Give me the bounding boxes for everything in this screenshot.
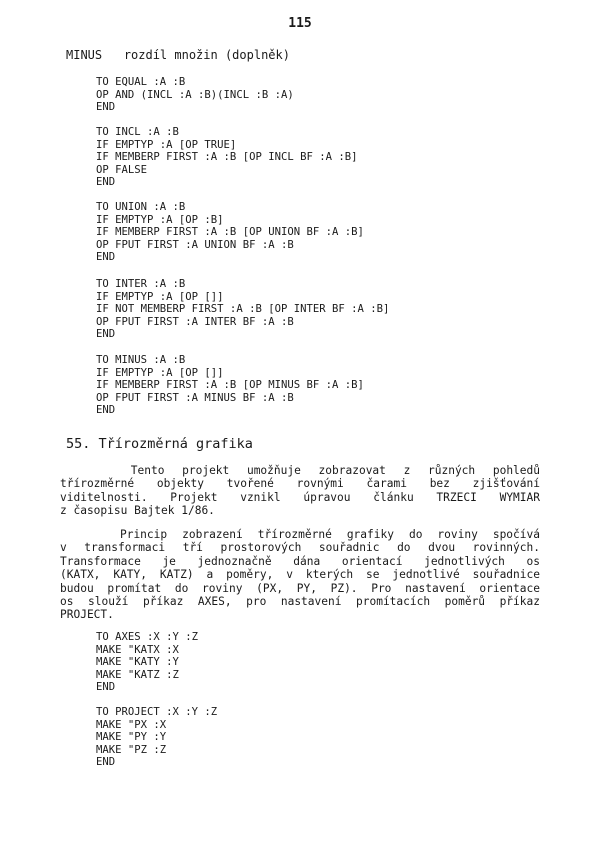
code-line: END: [96, 681, 116, 694]
minus-description: rozdíl množin (doplněk): [123, 48, 290, 62]
code-line: TO UNION :A :B: [96, 201, 186, 213]
code-line: OP AND (INCL :A :B)(INCL :B :A): [96, 88, 294, 101]
code-line: END: [96, 328, 116, 341]
code-line: END: [96, 756, 116, 769]
code-line: IF EMPTYP :A [OP :B]: [96, 213, 224, 226]
code-line: TO INTER :A :B: [96, 278, 186, 290]
minus-keyword: MINUS: [66, 48, 103, 62]
code-line: END: [96, 176, 116, 189]
text-line: viditelnosti. Projekt vznikl úpravou článku TRZECI WYMIAR: [60, 490, 540, 504]
page-number: 115: [288, 16, 312, 31]
code-block-project: [96, 706, 217, 769]
code-block-minus: [96, 354, 364, 417]
code-line: MAKE "PZ :Z: [96, 743, 167, 756]
text-line: (KATX, KATY, KATZ) a poměry, v kterých se jednotlivé souřadnice: [60, 568, 540, 582]
minus-section-title: [66, 48, 290, 62]
code-line: OP FPUT FIRST :A INTER BF :A :B: [96, 315, 294, 328]
code-line: OP FALSE: [96, 163, 148, 176]
code-block-inter: [96, 278, 389, 341]
code-block-incl: [96, 126, 358, 189]
code-block-union: [96, 201, 364, 264]
text-line: z časopisu Bajtek 1/86.: [60, 504, 215, 518]
code-line: IF MEMBERP FIRST :A :B [OP INCL BF :A :B]: [96, 151, 358, 164]
code-line: OP FPUT FIRST :A UNION BF :A :B: [96, 238, 294, 251]
code-line: MAKE "KATZ :Z: [96, 668, 179, 681]
text-line: Transformace je jednoznačně dána orientací jednotlivých os: [60, 554, 540, 568]
code-block-equal: [96, 76, 294, 114]
code-line: MAKE "PX :X: [96, 718, 167, 731]
code-line: TO AXES :X :Y :Z: [96, 631, 199, 643]
code-line: IF MEMBERP FIRST :A :B [OP UNION BF :A :B]: [96, 226, 364, 239]
paragraph-intro: [60, 464, 540, 518]
code-line: MAKE "PY :Y: [96, 731, 167, 744]
code-line: IF NOT MEMBERP FIRST :A :B [OP INTER BF :A :B]: [96, 303, 390, 316]
code-line: TO INCL :A :B: [96, 126, 179, 138]
text-line: třírozměrné objekty tvořené rovnými čarami bez zjišťování: [60, 477, 540, 491]
code-line: END: [96, 251, 116, 264]
code-line: TO PROJECT :X :Y :Z: [96, 706, 218, 718]
text-line: PROJECT.: [60, 608, 114, 622]
text-line: Princip zobrazení třírozměrné grafiky do roviny spočívá: [60, 528, 540, 541]
text-line: os slouží příkaz AXES, pro nastavení promítacích poměrů příkaz: [60, 595, 540, 609]
code-line: OP FPUT FIRST :A MINUS BF :A :B: [96, 391, 294, 404]
code-line: TO MINUS :A :B: [96, 354, 186, 366]
code-line: IF EMPTYP :A [OP []]: [96, 366, 224, 379]
code-line: MAKE "KATY :Y: [96, 656, 179, 669]
text-line: v transformaci tří prostorových souřadnic do dvou rovinných.: [60, 541, 540, 555]
text-line: budou promítat do roviny (PX, PY, PZ). Pro nastavení orientace: [60, 581, 540, 595]
code-line: MAKE "KATX :X: [96, 643, 179, 656]
code-line: IF EMPTYP :A [OP TRUE]: [96, 138, 237, 151]
paragraph-principle: [60, 528, 540, 622]
code-block-axes: [96, 631, 198, 694]
text-line: Tento projekt umožňuje zobrazovat z různých pohledů: [60, 464, 540, 477]
code-line: IF MEMBERP FIRST :A :B [OP MINUS BF :A :B]: [96, 379, 364, 392]
code-line: END: [96, 404, 116, 417]
section-heading: 55. Třírozměrná grafika: [66, 436, 253, 452]
code-line: TO EQUAL :A :B: [96, 76, 186, 88]
code-line: IF EMPTYP :A [OP []]: [96, 290, 224, 303]
code-line: END: [96, 101, 116, 114]
